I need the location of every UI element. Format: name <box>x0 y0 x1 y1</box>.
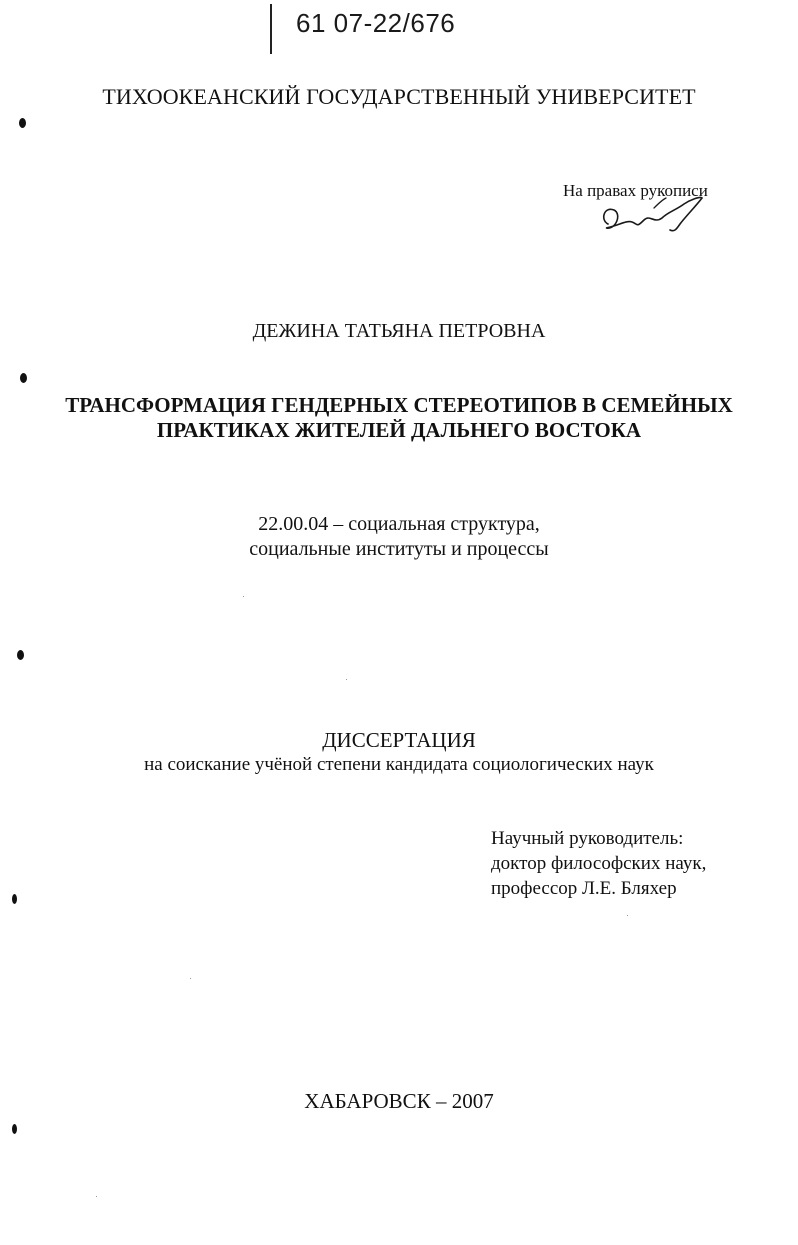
catalog-stamp-bar <box>270 4 272 54</box>
punch-hole-icon <box>19 118 26 128</box>
title-line-1: ТРАНСФОРМАЦИЯ ГЕНДЕРНЫХ СТЕРЕОТИПОВ В СЕМЕЙНЫХ <box>65 393 733 417</box>
scan-speck <box>243 596 244 597</box>
catalog-number: 61 07-22/676 <box>296 8 456 38</box>
supervisor-block <box>491 826 706 901</box>
punch-hole-icon <box>12 1124 17 1134</box>
dissertation-title <box>0 393 798 443</box>
punch-hole-icon <box>17 650 24 660</box>
scan-speck <box>190 978 191 979</box>
scan-speck <box>346 679 347 680</box>
signature-icon <box>596 190 706 238</box>
title-line-2: ПРАКТИКАХ ЖИТЕЛЕЙ ДАЛЬНЕГО ВОСТОКА <box>156 418 642 442</box>
supervisor-degree: доктор философских наук, <box>491 853 707 874</box>
specialty-code <box>0 512 798 562</box>
document-type: ДИССЕРТАЦИЯ <box>322 728 476 752</box>
supervisor-label: Научный руководитель: <box>491 828 684 849</box>
author-name: ДЕЖИНА ТАТЬЯНА ПЕТРОВНА <box>252 320 546 342</box>
punch-hole-icon <box>12 894 17 904</box>
supervisor-name: профессор Л.Е. Бляхер <box>491 878 677 899</box>
scan-speck <box>96 1196 97 1197</box>
specialty-line-2: социальные институты и процессы <box>249 538 549 560</box>
degree-statement: на соискание учёной степени кандидата социологических наук <box>144 754 654 775</box>
punch-hole-icon <box>20 373 27 383</box>
specialty-line-1: 22.00.04 – социальная структура, <box>258 513 540 535</box>
scan-speck <box>627 915 628 916</box>
city-year: ХАБАРОВСК – 2007 <box>304 1089 494 1113</box>
university-name: ТИХООКЕАНСКИЙ ГОСУДАРСТВЕННЫЙ УНИВЕРСИТЕТ <box>102 84 696 109</box>
manuscript-rights: На правах рукописи <box>563 181 708 200</box>
